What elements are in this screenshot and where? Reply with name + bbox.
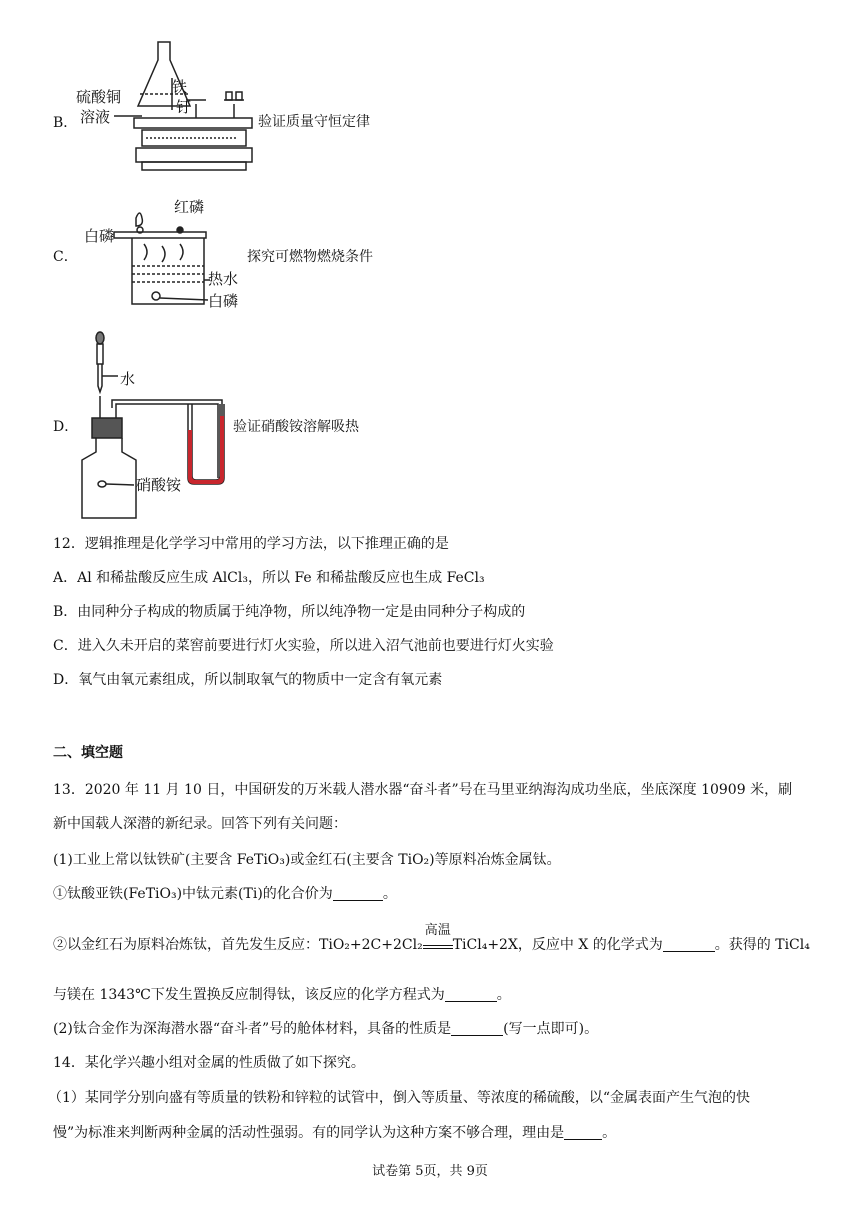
question-13-line-5 <box>53 923 810 955</box>
figure-c-label-2: 白磷 <box>84 227 115 245</box>
section-title: 二、填空题 <box>53 745 123 761</box>
question-13-line-4-text: ①钛酸亚铁(FeTiO₃)中钛元素(Ti)的化合价为 <box>53 886 333 902</box>
combustion-figure <box>84 194 244 314</box>
figure-b-label-1: 硫酸铜 <box>76 88 122 106</box>
question-14-line-2: （1）某同学分别向盛有等质量的铁粉和锌粒的试管中，倒入等质量、等浓度的稀硫酸，以“金属表面产生气泡的快 <box>48 1090 751 1106</box>
question-13-line-6 <box>53 985 511 1005</box>
figure-b-label-3: 铁 <box>172 78 188 96</box>
question-14-line-3-end: 。 <box>602 1125 617 1141</box>
question-13-line-2: 新中国载人深潜的新纪录。回答下列有关问题： <box>53 816 347 832</box>
option-b-caption: 验证质量守恒定律 <box>258 114 370 130</box>
equals-sign <box>423 945 453 949</box>
answer-blank-equation[interactable] <box>445 987 497 1002</box>
question-12-option-b: B．由同种分子构成的物质属于纯净物，所以纯净物一定是由同种分子构成的 <box>53 604 526 620</box>
reaction-condition <box>423 923 453 949</box>
figure-d-label-2: 硝酸铵 <box>136 476 182 494</box>
figure-c-label-4: 白磷 <box>208 292 239 310</box>
question-14-line-3-text: 慢”为标准来判断两种金属的活动性强弱。有的同学认为这种方案不够合理，理由是 <box>53 1125 565 1141</box>
question-13-line-3: (1)工业上常以钛铁矿(主要含 FeTiO₃)或金红石(主要含 TiO₂)等原料冶炼金属钛。 <box>53 852 561 868</box>
question-14-line-3 <box>53 1123 616 1143</box>
figure-c-label-3: 热水 <box>208 270 239 288</box>
figure-b-label-4: 钉 <box>176 98 192 116</box>
answer-blank-reason[interactable] <box>564 1125 602 1140</box>
question-12-option-d: D．氧气由氧元素组成，所以制取氧气的物质中一定含有氧元素 <box>53 672 443 688</box>
question-12-option-a: A．Al 和稀盐酸反应生成 AlCl₃，所以 Fe 和稀盐酸反应也生成 FeCl₃ <box>53 570 485 586</box>
figure-c-label-1: 红磷 <box>174 198 205 216</box>
question-13-line-1: 13．2020 年 11 月 10 日，中国研发的万米载人潜水器“奋斗者”号在马里亚纳海沟成功坐底，坐底深度 10909 米，刷 <box>53 782 793 798</box>
question-13-line-7-end: (写一点即可)。 <box>503 1021 599 1037</box>
question-13-line-4 <box>53 884 397 904</box>
dissolution-figure <box>76 326 236 522</box>
question-12-option-c: C．进入久未开启的菜窖前要进行灯火实验，所以进入沼气池前也要进行灯火实验 <box>53 638 554 654</box>
answer-blank-property[interactable] <box>451 1021 503 1036</box>
question-13-line-6-text: 与镁在 1343℃下发生置换反应制得钛，该反应的化学方程式为 <box>53 987 445 1003</box>
question-13-line-7 <box>53 1019 598 1039</box>
question-13-line-6-end: 。 <box>496 987 511 1003</box>
figure-b-label-2: 溶液 <box>80 108 111 126</box>
page-footer: 试卷第 5页，共 9页 <box>372 1164 488 1179</box>
question-14-line-1: 14．某化学兴趣小组对金属的性质做了如下探究。 <box>53 1055 365 1071</box>
option-b-letter: B． <box>53 115 78 131</box>
option-d-caption: 验证硝酸铵溶解吸热 <box>233 419 359 435</box>
question-12-stem: 12．逻辑推理是化学学习中常用的学习方法，以下推理正确的是 <box>53 536 449 552</box>
reaction-condition-label: 高温 <box>424 923 451 938</box>
balance-figure <box>76 38 256 182</box>
option-c-letter: C． <box>53 249 78 265</box>
question-13-line-4-end: 。 <box>382 886 397 902</box>
question-13-line-7-text: (2)钛合金作为深海潜水器“奋斗者”号的舱体材料，具备的性质是 <box>53 1021 452 1037</box>
figure-d-label-1: 水 <box>120 370 136 388</box>
question-13-line-5-mid: TiCl₄+2X，反应中 X 的化学式为 <box>452 937 663 953</box>
option-c-caption: 探究可燃物燃烧条件 <box>247 249 373 265</box>
option-d-letter: D． <box>53 419 79 435</box>
answer-blank-formula-x[interactable] <box>663 937 715 952</box>
question-13-line-5-end: 。获得的 TiCl₄ <box>714 937 810 953</box>
question-13-line-5-text: ②以金红石为原料冶炼钛，首先发生反应：TiO₂+2C+2Cl₂ <box>53 937 423 953</box>
answer-blank-valence[interactable] <box>333 886 383 901</box>
